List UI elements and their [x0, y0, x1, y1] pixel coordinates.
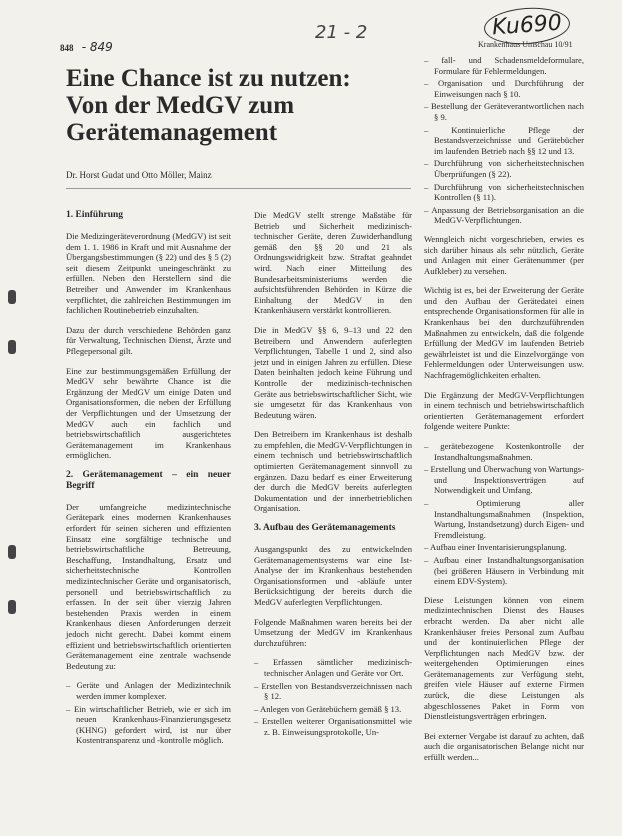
list-item: – Organisation und Durchführung der Einweisungen nach § 10.	[424, 78, 584, 99]
punch-hole-mark	[8, 600, 16, 614]
bullet-list	[254, 657, 412, 737]
handwritten-annotation: 21 - 2	[315, 22, 368, 43]
page-number: 848	[60, 43, 74, 53]
article-authors: Dr. Horst Gudat und Otto Möller, Mainz	[66, 170, 212, 180]
paragraph: Folgende Maßnahmen waren bereits bei der Umsetzung der MedGV im Krankenhaus durchzuführen:	[254, 616, 412, 648]
page-header-left	[60, 40, 113, 54]
list-item: – gerätebezogene Kostenkontrolle der Instandhaltungsmaßnahmen.	[424, 441, 584, 462]
paragraph: Die Medizingeräteverordnung (MedGV) ist seit dem 1. 1. 1986 in Kraft und mit Ausnahme der Übergangsbestimmungen (§ 22) und des § 5 (2) seit diesem Zeitpunkt uneingeschränkt zu erfüllen. Neben den Herstellern sind die Betreiber und Anwender im Krankenhaus verpflichtet, die zahlreichen Bestimmungen im fachlichen Routinebetrieb einzuhalten.	[66, 231, 231, 316]
list-item: – Erfassen sämtlicher medizinisch-technischer Anlagen und Geräte vor Ort.	[254, 657, 412, 678]
paragraph: Die MedGV stellt strenge Maßstäbe für Betrieb und Sicherheit medizinisch-technischer Geräte, deren Zuwiderhandlung gemäß den §§ 20 und 21 als Ordnungswidrigkeit bzw. Straftat geahndet wird. Nach einer Mitteilung des Bundesarbeitsministeriums werden die aufsichtsführenden Behörden in Kürze die Einhaltung der MedGV in den Krankenhäusern verstärkt kontrollieren.	[254, 210, 412, 316]
paragraph: Die in MedGV §§ 6, 9–13 und 22 den Betreibern und Anwendern auferlegten Verpflichtungen, Tabelle 1 und 2, sind also jetzt und in einigen Jahren zu erfüllen. Diese Daten beinhalten jedoch keine Führung und Kontrolle der medizinisch-technischen Geräte aus betriebswirtschaftlicher Sicht, wie sie umgesetzt für das Krankenhaus von Bedeutung wären.	[254, 324, 412, 420]
paragraph: Eine zur bestimmungsgemäßen Erfüllung der MedGV sehr bewährte Chance ist die Ergänzung der MedGV um einige Daten und Organisationsformen, die neben der Erfüllung der Verpflichtungen und der Umsetzung der MedGV auch ein fachlich und betriebswirtschaftlich ausgerichtetes Gerätemanagement im Krankenhaus ermöglichen.	[66, 365, 231, 461]
section-heading-3: 3. Aufbau des Gerätemanagements	[254, 523, 396, 534]
column-1	[66, 210, 231, 754]
paragraph: Dazu der durch verschiedene Behörden ganz für Verwaltung, Technischen Dienst, Ärzte und Pflegepersonal gilt.	[66, 324, 231, 356]
list-item: – Durchführung von sicherheitstechnischen Kontrollen (§ 11).	[424, 182, 584, 203]
list-item: – Aufbau einer Instandhaltungsorganisation (bei größeren Häusern in Verbindung mit einem EDV-System).	[424, 555, 584, 587]
paragraph: Die Ergänzung der MedGV-Verpflichtungen in einem technisch und betriebswirtschaftlich orientierten Gerätemanagement erfordert folgende weitere Punkte:	[424, 389, 584, 432]
paragraph: Der umfangreiche medizintechnische Gerätepark eines modernen Krankenhauses erfordert für seinen sicheren und effizienten Einsatz eine sorgfältige technische und betriebswirtschaftliche Betreuung, Beschaffung, Instandhaltung, Ersatz und sicherheitstechnische Kontrollen medizintechnischer Geräte und organisatorisch, personell und betriebswirtschaftlich zu erfassen. In der seit über vierzig Jahren bestehenden Praxis werden in einem Krankenhaus diesen Anforderungen derzeit jedoch nicht gerecht. Dabei kommt einem effizient und betriebswirtschaftlich orientierten Gerätemanagement eine zentrale wachsende Bedeutung zu:	[66, 501, 231, 671]
punch-hole-mark	[8, 340, 16, 354]
journal-name: Krankenhaus Umschau 10/91	[478, 40, 573, 49]
paragraph: Ausgangspunkt des zu entwickelnden Gerätemanagementsystems war eine Ist-Analyse der im Krankenhaus bestehenden Organisationsformen und -abläufe unter Berücksichtigung der bereits durch die MedGV auferlegten Verpflichtungen.	[254, 544, 412, 607]
paragraph: Den Betreibern im Krankenhaus ist deshalb zu empfehlen, die MedGV-Verpflichtungen in einem technisch und betriebswirtschaftlich optimierten Gerätemanagement sinnvoll zu ergänzen. Dazu bedarf es einer Erweiterung der durch die MedGV bereits auferlegten Dokumentation und der innerbetrieblichen Organisation.	[254, 429, 412, 514]
title-divider	[66, 188, 411, 189]
article-title: Eine Chance ist zu nutzen: Von der MedGV zum Gerätemanagement	[66, 65, 351, 146]
paragraph: Diese Leistungen können von einem medizintechnischen Dienst des Hauses erbracht werden. Da aber nicht alle Krankenhäuser freies Personal zum Aufbau und der kontinuierlichen Pflege der Verpflichtungen nach MedGV bzw. der weitergehenden Optimierungen eines Gerätemanagements zur Verfügung steht, greifen viele Häuser auf externe Firmen zurück, die diese Leistungen als abgeschlossenes Paket in Form von Dienstleistungsverträgen erbringen.	[424, 594, 584, 722]
list-item: – Erstellen von Bestandsverzeichnissen nach § 12.	[254, 681, 412, 702]
paragraph: Wichtig ist es, bei der Erweiterung der Geräte und den Aufbau der Gerätedatei einen entsprechende Organisationsformen für alle in Krankenhaus bei den durchzuführenden Maßnahmen zu entwickeln, daß die folgende Erfüllung der MedGV im laufenden Betrieb gewährleistet ist und die Einzelvorgänge von Fehlermeldungen oder Unterweisungen usw. Nachfragemöglichkeiten erhalten.	[424, 285, 584, 381]
list-item: – Aufbau einer Inventarisierungsplanung.	[424, 542, 584, 553]
bullet-list	[66, 680, 231, 746]
section-heading-2: 2. Gerätemanagement – ein neuer Begriff	[66, 469, 231, 491]
punch-hole-mark	[8, 290, 16, 304]
bullet-list	[424, 441, 584, 587]
list-item: – Erstellen weiterer Organisationsmittel wie z. B. Einweisungsprotokolle, Un-	[254, 716, 412, 737]
section-heading-1: 1. Einführung	[66, 210, 124, 220]
handwritten-page-note: - 849	[81, 40, 113, 54]
list-item: – Erstellung und Überwachung von Wartungs- und Inspektionsverträgen auf Notwendigkeit und Umfang.	[424, 464, 584, 496]
paragraph: Wenngleich nicht vorgeschrieben, erwies es sich darüber hinaus als sehr nützlich, Geräte und Anlagen mit einer Gerätenummer (per Aufkleber) zu versehen.	[424, 233, 584, 276]
archive-stamp: Ku690	[483, 5, 571, 47]
punch-hole-mark	[8, 545, 16, 559]
bullet-list	[424, 55, 584, 226]
list-item: – Ein wirtschaftlicher Betrieb, wie er sich im neuen Krankenhaus-Finanzierungsgesetz (KHNG) gefordert wird, ist nur über Kostentransparenz und -kontrolle möglich.	[66, 704, 231, 746]
list-item: – Durchführung von sicherheitstechnischen Überprüfungen (§ 22).	[424, 158, 584, 179]
column-3	[424, 55, 584, 772]
list-item: – Kontinuierliche Pflege der Bestandsverzeichnisse und Gerätebücher im laufenden Betrieb nach §§ 12 und 13.	[424, 125, 584, 157]
list-item: – Bestellung der Geräteverantwortlichen nach § 9.	[424, 101, 584, 122]
paragraph: Bei externer Vergabe ist darauf zu achten, daß auch die organisatorischen Belange nicht nur erfüllt werden...	[424, 730, 584, 763]
column-2	[254, 210, 412, 746]
list-item: – fall- und Schadensmeldeformulare, Formulare für Fehlermeldungen.	[424, 55, 584, 76]
list-item: – Anlegen von Gerätebüchern gemäß § 13.	[254, 704, 412, 715]
list-item: – Optimierung aller Instandhaltungsmaßnahmen (Inspektion, Wartung, Instandsetzung) durch Eigen- und Fremdleistung.	[424, 498, 584, 540]
list-item: – Geräte und Anlagen der Medizintechnik werden immer komplexer.	[66, 680, 231, 701]
list-item: – Anpassung der Betriebsorganisation an die MedGV-Verpflichtungen.	[424, 205, 584, 226]
